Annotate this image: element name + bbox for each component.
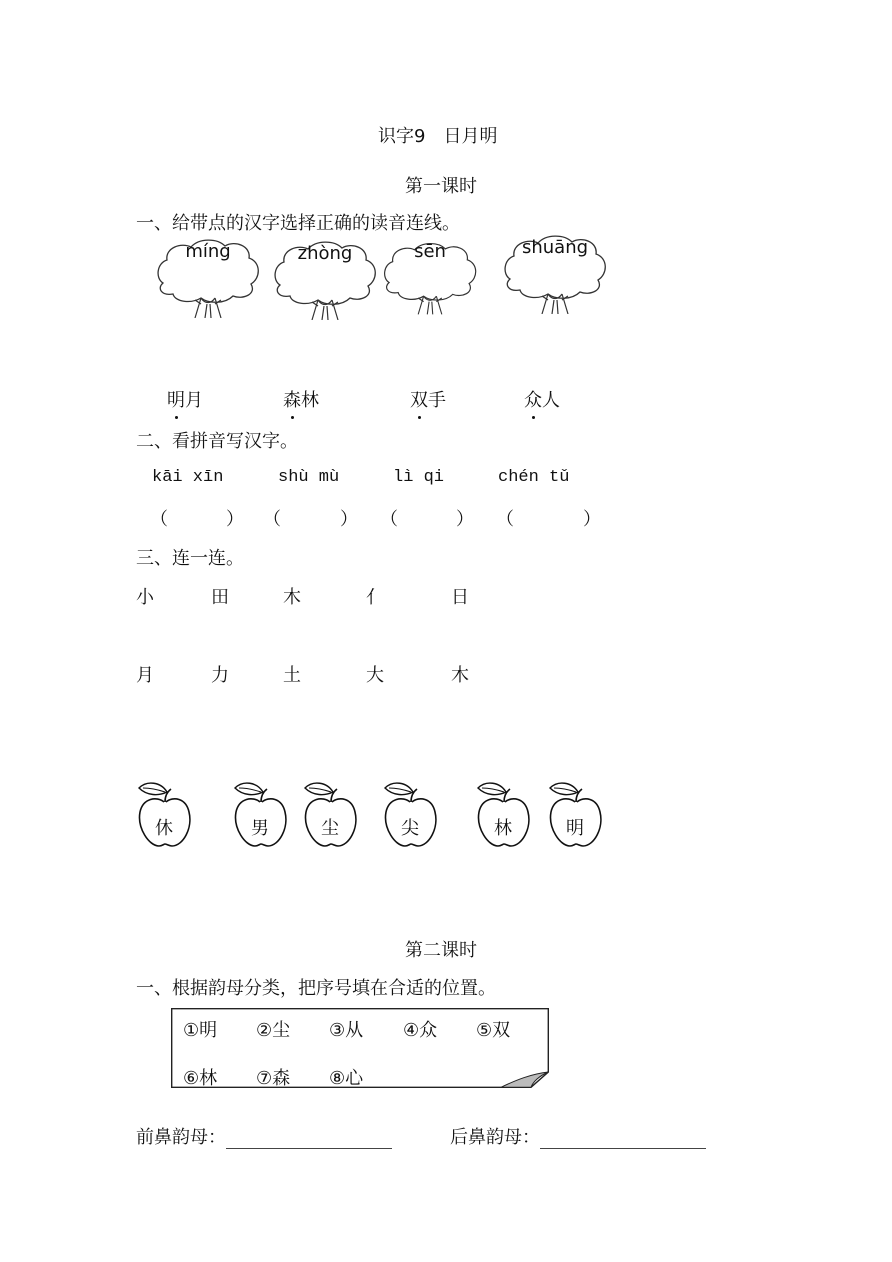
part-char: 木	[283, 587, 301, 608]
item: ④众	[403, 1020, 438, 1041]
answer-paren-open: （	[496, 509, 514, 530]
apple-char: 林	[494, 818, 512, 839]
answer-paren-close: ）	[340, 509, 358, 530]
answer-paren-open: （	[380, 509, 398, 530]
tree-pinyin-2	[270, 240, 380, 320]
q2-pinyin-1: kāi xīn	[152, 468, 224, 487]
back-nasal-blank[interactable]	[540, 1130, 706, 1149]
q2-title: 二、看拼音写汉字。	[136, 431, 298, 452]
l2-q1-title: 一、根据韵母分类，把序号填在合适的位置。	[136, 978, 496, 999]
answer-paren-close: ）	[226, 509, 244, 530]
apple-char: 尘	[321, 818, 339, 839]
back-nasal-label: 后鼻韵母：	[450, 1127, 540, 1148]
part-char: 木	[451, 665, 469, 686]
word-shuangshou: 双手	[410, 386, 446, 412]
part-char: 小	[136, 587, 154, 608]
tree-pinyin-label: sēn	[414, 241, 446, 262]
item: ⑥林	[183, 1068, 218, 1089]
q2-pinyin-3: lì qi	[393, 468, 445, 487]
part-char: 月	[136, 665, 154, 686]
answer-paren-close: ）	[456, 509, 474, 530]
part-char: 土	[283, 665, 301, 686]
word-zhongren: 众人	[524, 386, 560, 412]
apple-chen	[303, 780, 359, 850]
apple-xiu	[137, 780, 193, 850]
tree-pinyin-label: míng	[185, 241, 231, 262]
item: ⑦森	[256, 1068, 291, 1089]
word-mingyue: 明月	[167, 386, 203, 412]
part-char: 力	[211, 665, 229, 686]
item: ③从	[329, 1020, 364, 1041]
apple-char: 休	[155, 818, 173, 839]
apple-char: 明	[566, 818, 584, 839]
part-char: 亻	[366, 587, 384, 608]
item: ①明	[183, 1020, 218, 1041]
apple-char: 尖	[401, 818, 419, 839]
answer-paren-open: （	[263, 509, 281, 530]
back-nasal-row	[450, 1123, 706, 1149]
item: ⑤双	[476, 1020, 511, 1041]
front-nasal-label: 前鼻韵母：	[136, 1127, 226, 1148]
lesson2-heading: 第二课时	[405, 940, 477, 961]
item: ⑧心	[329, 1068, 364, 1089]
part-char: 大	[366, 665, 384, 686]
tree-pinyin-label: zhòng	[297, 243, 353, 264]
front-nasal-blank[interactable]	[226, 1130, 392, 1149]
part-char: 田	[211, 587, 229, 608]
word-senlin: 森林	[283, 386, 319, 412]
answer-paren-open: （	[150, 509, 168, 530]
q2-pinyin-2: shù mù	[278, 468, 340, 487]
apple-lin	[476, 780, 532, 850]
character-box	[171, 1008, 549, 1088]
tree-pinyin-3	[380, 238, 480, 318]
part-char: 日	[451, 587, 469, 608]
page-title: 识字9 日月明	[378, 126, 498, 147]
answer-paren-close: ）	[583, 509, 601, 530]
q1-title: 一、给带点的汉字选择正确的读音连线。	[136, 213, 460, 234]
q2-pinyin-4: chén tǔ	[498, 468, 570, 487]
tree-pinyin-1	[153, 238, 263, 318]
apple-ming	[548, 780, 604, 850]
tree-pinyin-4	[500, 234, 610, 314]
front-nasal-row	[136, 1123, 392, 1149]
lesson1-heading: 第一课时	[405, 176, 477, 197]
item: ②尘	[256, 1020, 291, 1041]
apple-char: 男	[251, 818, 269, 839]
apple-nan	[233, 780, 289, 850]
tree-pinyin-label: shuāng	[521, 237, 589, 258]
q3-title: 三、连一连。	[136, 548, 244, 569]
apple-jian	[383, 780, 439, 850]
